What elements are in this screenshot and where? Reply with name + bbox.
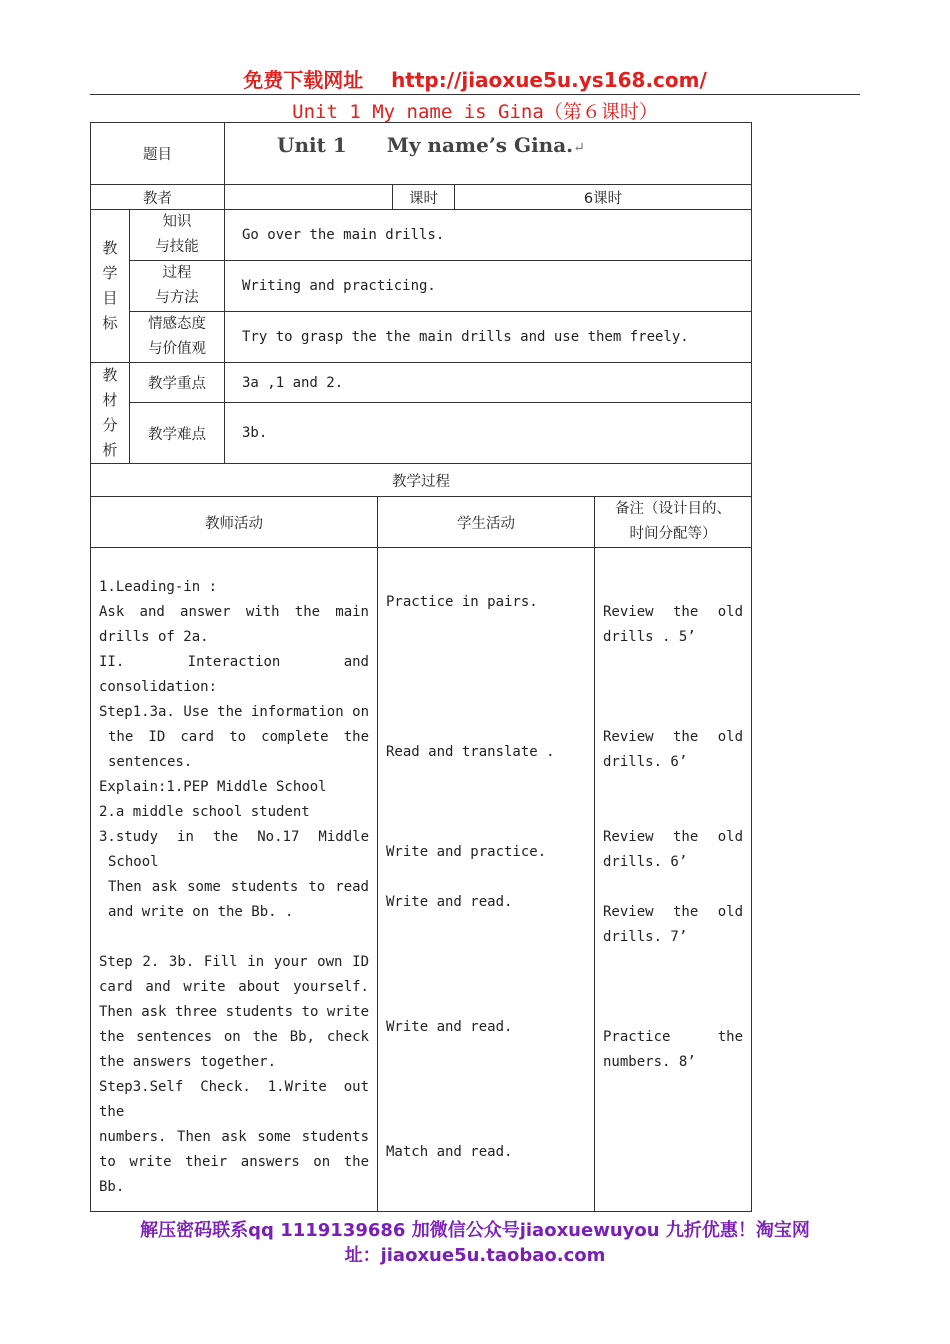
note-line: Review the old xyxy=(603,904,744,920)
footer-store-link[interactable]: 址：jiaoxue5u.taobao.com xyxy=(344,1245,606,1266)
teacher-label: 教者 xyxy=(91,185,225,210)
notes-header: 备注（设计目的、 时间分配等） xyxy=(595,497,752,548)
teacher-line: Step3.Self Check. 1.Write out the xyxy=(99,1079,369,1120)
teacher-value xyxy=(225,185,393,210)
analysis-label: 教学难点 xyxy=(130,403,225,464)
objective-row-process xyxy=(91,261,752,312)
site-url-link[interactable]: http://jiaoxue5u.ys168.com/ xyxy=(391,68,707,92)
teacher-line: card and write about yourself. xyxy=(99,979,369,995)
objectives-group-label: 教 学 目 标 xyxy=(91,210,130,363)
analysis-row-key-points xyxy=(91,363,752,403)
teacher-line: sentences. xyxy=(108,754,193,770)
footer-line: 解压密码联系qq 1119139686 加微信公众号jiaoxuewuyou 九折优惠！淘宝网 xyxy=(140,1220,810,1241)
teacher-line: Explain:1.PEP Middle School xyxy=(99,779,327,795)
teacher-line: Then ask some students to read xyxy=(108,879,369,895)
teacher-line: the sentences on the Bb, check xyxy=(99,1029,369,1045)
analysis-group-label: 教 材 分 析 xyxy=(91,363,130,464)
teacher-activity-cell xyxy=(91,548,378,1212)
teacher-line: 3.study in the No.17 Middle xyxy=(99,829,369,845)
analysis-text: 3b. xyxy=(225,403,752,464)
document-title: Unit 1 My name is Gina（第６课时） xyxy=(292,101,658,123)
lesson-plan-table xyxy=(90,122,752,1212)
teacher-line: the answers together. xyxy=(99,1054,277,1070)
objective-label: 知识 与技能 xyxy=(130,210,225,261)
teacher-line: 2.a middle school student xyxy=(99,804,310,820)
student-activity-header: 学生活动 xyxy=(378,497,595,548)
paragraph-mark-icon: ↵ xyxy=(573,140,585,156)
download-site-header[interactable] xyxy=(0,64,950,93)
student-line: Write and read. xyxy=(386,1019,513,1035)
teacher-activity-header: 教师活动 xyxy=(91,497,378,548)
process-header-row xyxy=(91,497,752,548)
period-value: 6课时 xyxy=(455,185,752,210)
teacher-line: numbers. Then ask some students xyxy=(99,1129,369,1145)
student-activity-cell xyxy=(378,548,595,1212)
note-line: drills. 6’ xyxy=(603,754,688,770)
teacher-line: Step1.3a. Use the information on xyxy=(99,704,369,720)
teacher-line: Ask and answer with the main xyxy=(99,604,369,620)
teacher-line: consolidation: xyxy=(99,679,218,695)
process-body-row xyxy=(91,548,752,1212)
objective-row-attitude xyxy=(91,312,752,363)
topic-unit: Unit 1 xyxy=(277,133,347,157)
teacher-line: Step 2. 3b. Fill in your own ID xyxy=(99,954,369,970)
teacher-line: and write on the Bb. . xyxy=(108,904,294,920)
contact-footer xyxy=(0,1218,950,1268)
student-line: Match and read. xyxy=(386,1144,513,1160)
header-divider xyxy=(90,94,860,95)
teacher-line: Bb. xyxy=(99,1179,125,1195)
teacher-line: drills of 2a. xyxy=(99,629,209,645)
objective-text: Try to grasp the the main drills and use them freely. xyxy=(225,312,752,363)
teacher-line: the ID card to complete the xyxy=(108,729,369,745)
teacher-line: Then ask three students to write xyxy=(99,1004,369,1020)
note-line: Review the old xyxy=(603,604,744,620)
objective-text: Go over the main drills. xyxy=(225,210,752,261)
topic-label: 题目 xyxy=(91,123,225,185)
note-line: numbers. 8’ xyxy=(603,1054,696,1070)
topic-name: My name’s Gina. xyxy=(386,133,574,157)
objective-text: Writing and practicing. xyxy=(225,261,752,312)
note-line: drills. 6’ xyxy=(603,854,688,870)
teacher-line: II. Interaction and xyxy=(99,654,369,670)
note-line: drills . 5’ xyxy=(603,629,696,645)
objective-label: 过程 与方法 xyxy=(130,261,225,312)
process-title-row xyxy=(91,464,752,497)
objective-label: 情感态度 与价值观 xyxy=(130,312,225,363)
teacher-line: to write their answers on the xyxy=(99,1154,369,1170)
site-label: 免费下载网址 xyxy=(243,68,364,92)
process-title: 教学过程 xyxy=(91,464,752,497)
student-line: Read and translate . xyxy=(386,744,555,760)
note-line: Review the old xyxy=(603,829,744,845)
note-line: drills. 7’ xyxy=(603,929,688,945)
notes-cell xyxy=(595,548,752,1212)
period-label: 课时 xyxy=(393,185,455,210)
student-line: Write and practice. xyxy=(386,844,547,860)
student-line: Practice in pairs. xyxy=(386,594,538,610)
analysis-text: 3a ,1 and 2. xyxy=(225,363,752,403)
note-line: Review the old xyxy=(603,729,744,745)
student-line: Write and read. xyxy=(386,894,513,910)
topic-title xyxy=(225,123,752,185)
topic-row xyxy=(91,123,752,185)
analysis-label: 教学重点 xyxy=(130,363,225,403)
objective-row-knowledge xyxy=(91,210,752,261)
analysis-row-difficulties xyxy=(91,403,752,464)
teacher-line: School xyxy=(108,854,159,870)
teacher-period-row xyxy=(91,185,752,210)
teacher-line: 1.Leading-in : xyxy=(99,579,218,595)
note-line: Practice the xyxy=(603,1029,744,1045)
